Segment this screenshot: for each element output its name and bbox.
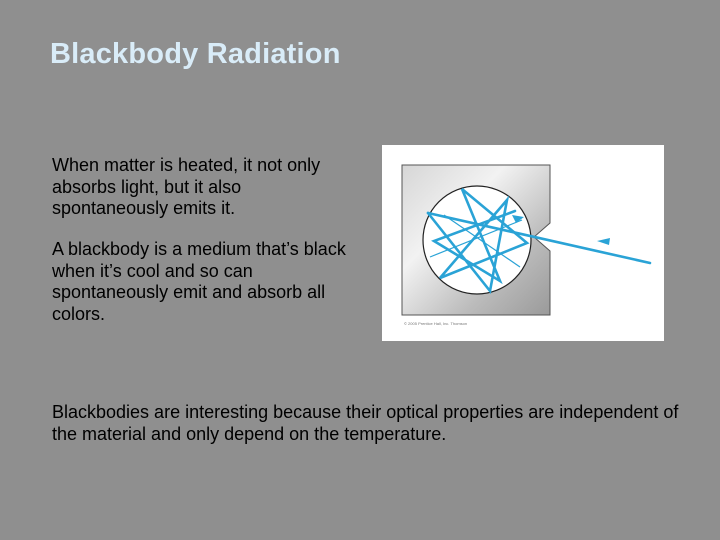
paragraph-blackbody-definition: A blackbody is a medium that’s black when it’s cool and so can spontaneously emit and absorb all colors. bbox=[52, 239, 346, 324]
paragraph-blackbody-properties: Blackbodies are interesting because their optical properties are independent of the material and only depend on the temperature. bbox=[52, 402, 679, 444]
figure-credit: © 2005 Prentice Hall, Inc. Thomson bbox=[404, 321, 468, 326]
blackbody-cavity-figure bbox=[382, 145, 664, 341]
paragraph-heated-matter: When matter is heated, it not only absorbs light, but it also spontaneously emits it. bbox=[52, 155, 321, 218]
slide-title: Blackbody Radiation bbox=[50, 38, 341, 70]
arrow-icon bbox=[597, 238, 610, 245]
cavity-diagram bbox=[382, 145, 664, 341]
